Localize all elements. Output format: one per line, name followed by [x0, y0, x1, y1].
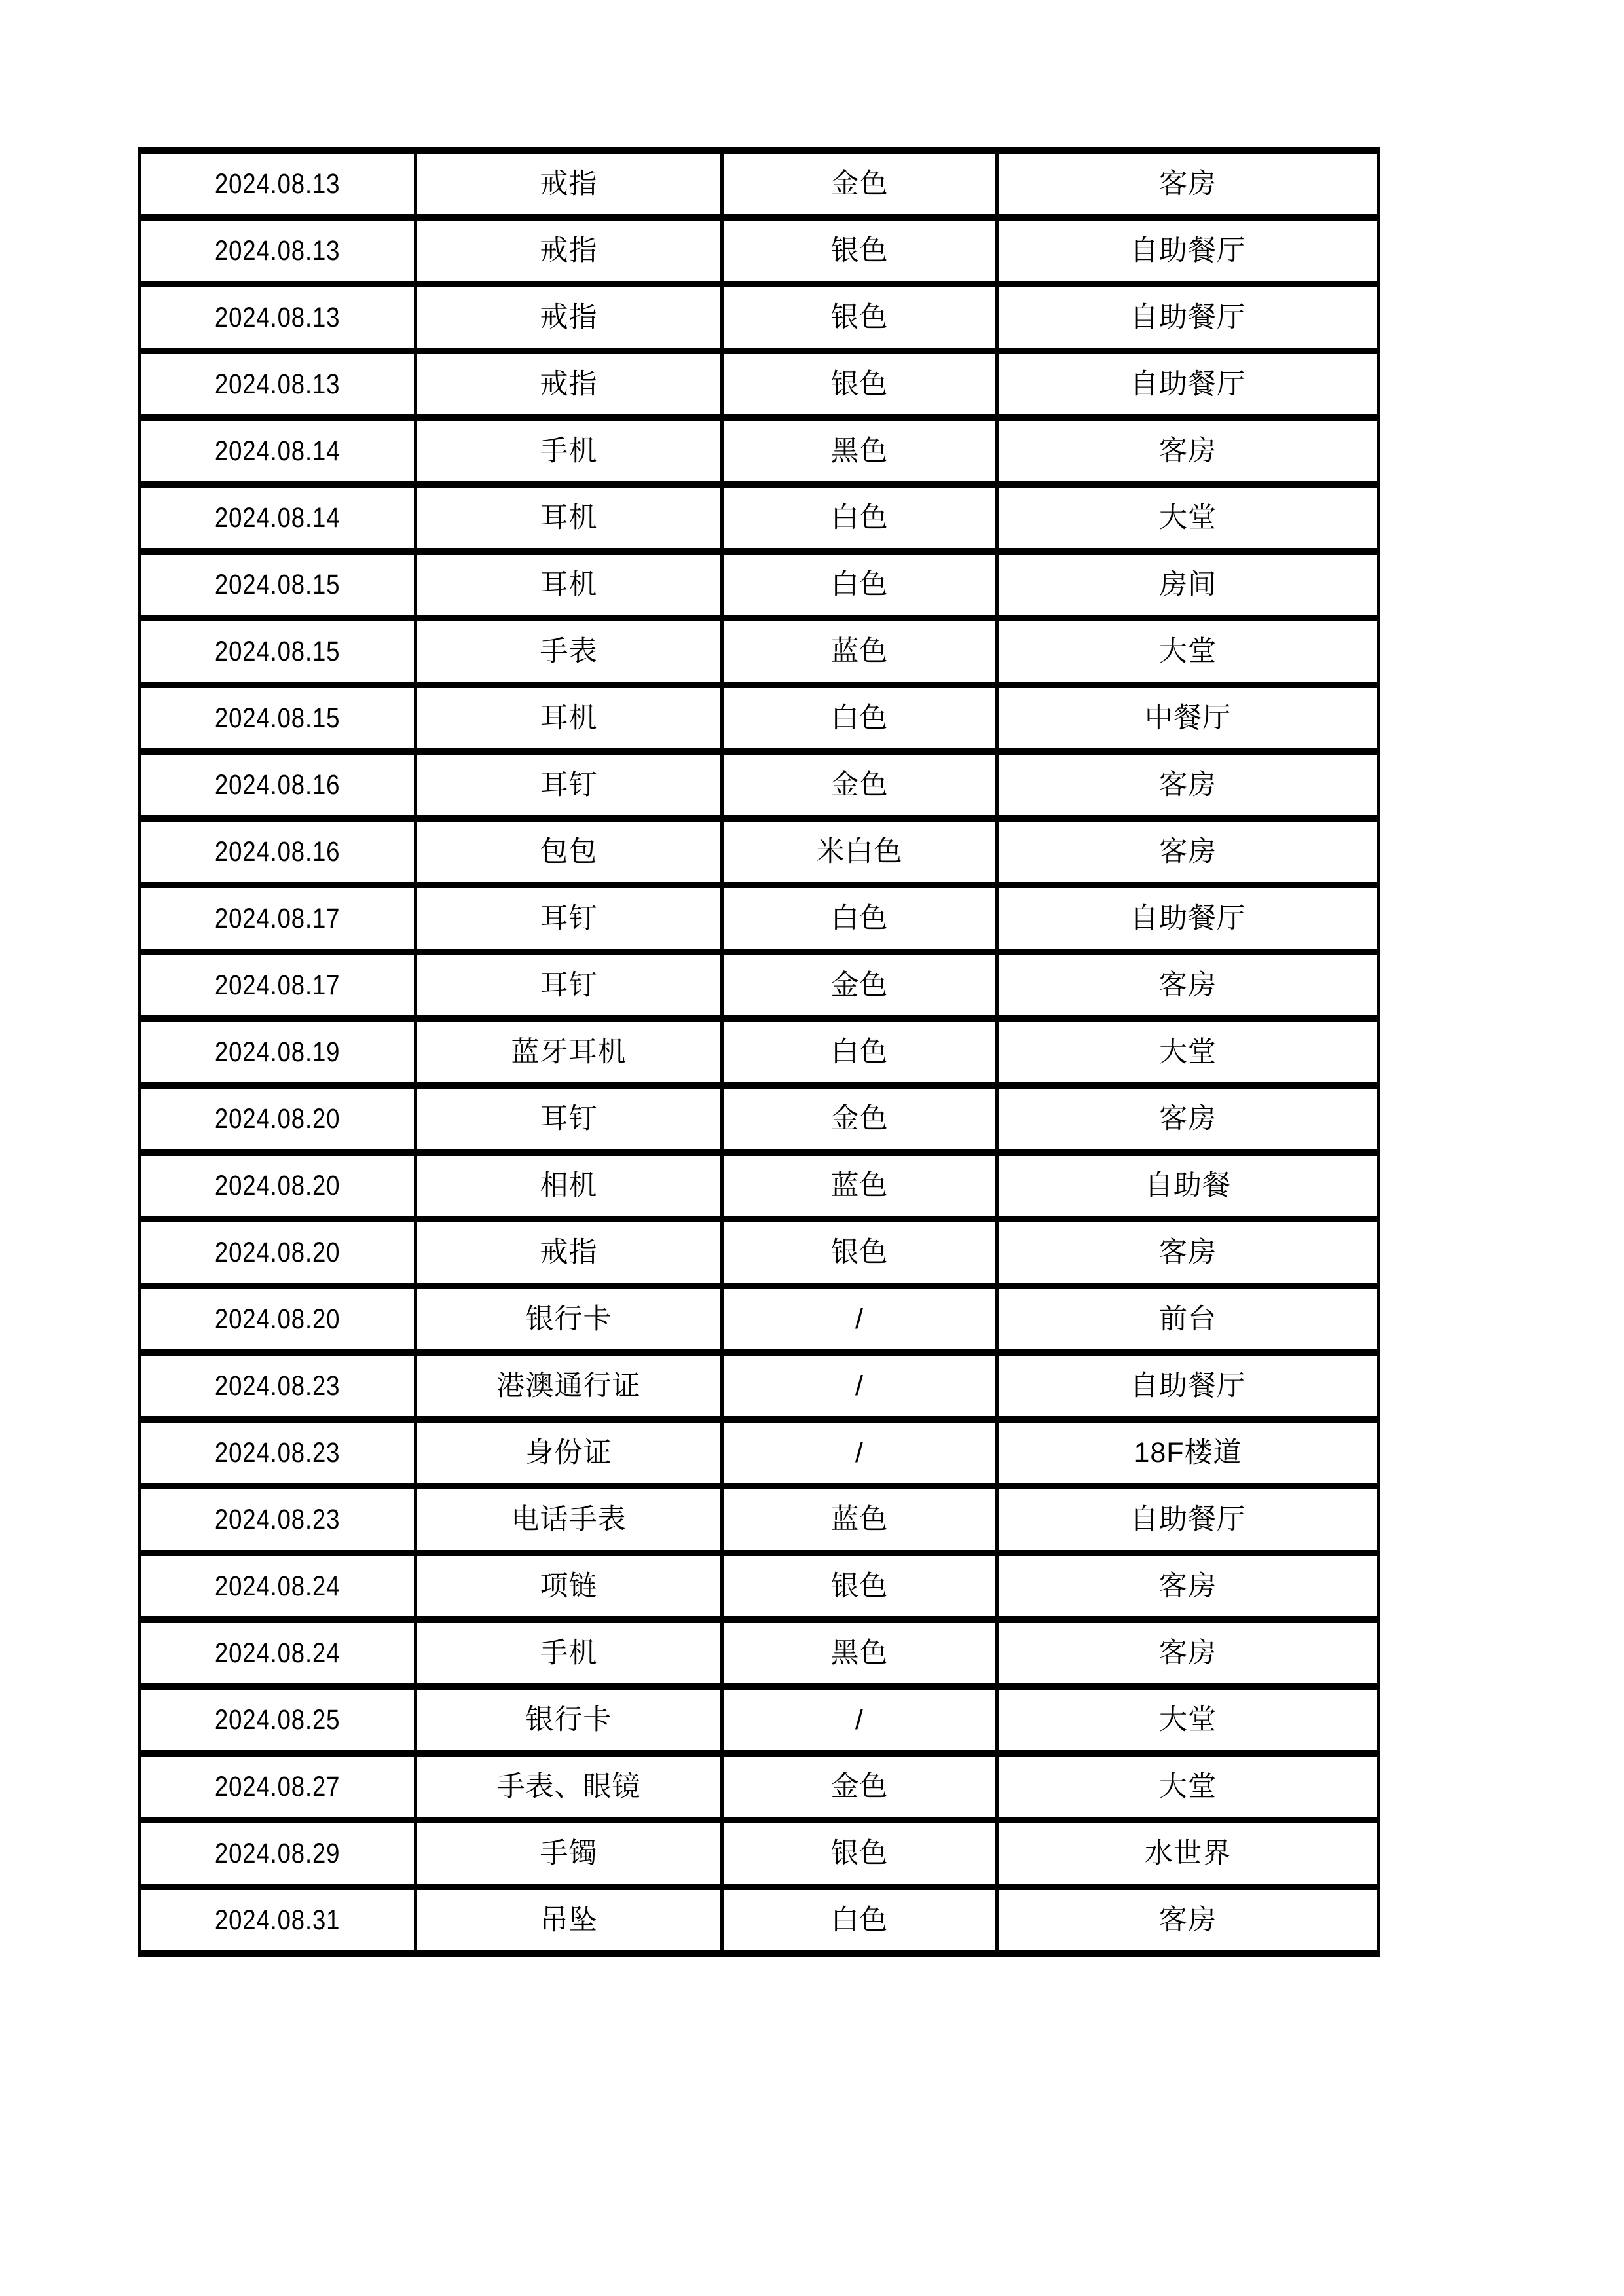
item-cell: 戒指 [416, 217, 722, 284]
item-cell: 手镯 [416, 1820, 722, 1887]
item-cell: 电话手表 [416, 1486, 722, 1553]
date-text: 2024.08.20 [214, 1102, 341, 1135]
date-cell [139, 1219, 416, 1286]
date-text: 2024.08.31 [214, 1904, 341, 1936]
date-text: 2024.08.27 [214, 1770, 341, 1802]
date-cell [139, 351, 416, 418]
item-cell: 银行卡 [416, 1286, 722, 1353]
color-cell: 蓝色 [722, 1486, 997, 1553]
location-cell: 客房 [997, 418, 1379, 484]
date-cell [139, 484, 416, 551]
location-cell: 大堂 [997, 1019, 1379, 1085]
location-cell: 客房 [997, 752, 1379, 818]
color-cell: 金色 [722, 1753, 997, 1820]
date-text: 2024.08.20 [214, 1303, 341, 1335]
table-row [139, 1686, 1379, 1753]
item-cell: 蓝牙耳机 [416, 1019, 722, 1085]
date-text: 2024.08.16 [214, 769, 341, 801]
table-row [139, 1486, 1379, 1553]
table-row [139, 1553, 1379, 1620]
date-cell [139, 1286, 416, 1353]
date-text: 2024.08.23 [214, 1436, 341, 1468]
item-cell: 包包 [416, 818, 722, 885]
table-row [139, 885, 1379, 952]
date-text: 2024.08.24 [214, 1637, 341, 1669]
item-cell: 身份证 [416, 1419, 722, 1486]
location-cell: 房间 [997, 551, 1379, 618]
item-cell: 戒指 [416, 284, 722, 351]
date-text: 2024.08.13 [214, 234, 341, 266]
color-cell: 白色 [722, 1019, 997, 1085]
date-text: 2024.08.20 [214, 1236, 341, 1268]
table-row [139, 1152, 1379, 1219]
table-row [139, 351, 1379, 418]
item-cell: 戒指 [416, 1219, 722, 1286]
date-text: 2024.08.17 [214, 902, 341, 934]
item-cell: 耳钉 [416, 752, 722, 818]
location-cell: 客房 [997, 151, 1379, 217]
date-cell [139, 1486, 416, 1553]
color-cell: 白色 [722, 1887, 997, 1954]
date-cell [139, 1553, 416, 1620]
location-cell: 自助餐厅 [997, 284, 1379, 351]
table-row [139, 217, 1379, 284]
date-cell [139, 685, 416, 752]
color-cell: 蓝色 [722, 1152, 997, 1219]
date-text: 2024.08.13 [214, 301, 341, 333]
date-text: 2024.08.14 [214, 501, 341, 534]
item-cell: 手机 [416, 418, 722, 484]
table-row [139, 284, 1379, 351]
color-cell: / [722, 1419, 997, 1486]
table-row [139, 418, 1379, 484]
item-cell: 吊坠 [416, 1887, 722, 1954]
date-cell [139, 1620, 416, 1686]
date-text: 2024.08.15 [214, 568, 341, 600]
date-text: 2024.08.20 [214, 1169, 341, 1201]
location-cell: 客房 [997, 1620, 1379, 1686]
color-cell: 米白色 [722, 818, 997, 885]
location-cell: 客房 [997, 1085, 1379, 1152]
color-cell: / [722, 1686, 997, 1753]
color-cell: 金色 [722, 752, 997, 818]
color-cell: 白色 [722, 885, 997, 952]
item-cell: 耳机 [416, 484, 722, 551]
table-row [139, 1019, 1379, 1085]
date-text: 2024.08.19 [214, 1036, 341, 1068]
color-cell: 蓝色 [722, 618, 997, 685]
table-row [139, 151, 1379, 217]
color-cell: 银色 [722, 284, 997, 351]
location-cell: 大堂 [997, 618, 1379, 685]
location-cell: 自助餐厅 [997, 1353, 1379, 1419]
item-cell: 耳机 [416, 551, 722, 618]
table-row [139, 1286, 1379, 1353]
date-cell [139, 818, 416, 885]
color-cell: 银色 [722, 1820, 997, 1887]
date-cell [139, 1820, 416, 1887]
location-cell: 自助餐厅 [997, 885, 1379, 952]
color-cell: 白色 [722, 484, 997, 551]
table-row [139, 1887, 1379, 1954]
location-cell: 自助餐厅 [997, 1486, 1379, 1553]
location-cell: 大堂 [997, 1753, 1379, 1820]
item-cell: 手机 [416, 1620, 722, 1686]
date-cell [139, 418, 416, 484]
date-text: 2024.08.29 [214, 1837, 341, 1869]
table-row [139, 1085, 1379, 1152]
color-cell: 黑色 [722, 418, 997, 484]
table-row [139, 1753, 1379, 1820]
location-cell: 大堂 [997, 1686, 1379, 1753]
table-row [139, 752, 1379, 818]
date-cell [139, 1686, 416, 1753]
table-row [139, 1353, 1379, 1419]
location-cell: 自助餐 [997, 1152, 1379, 1219]
location-cell: 水世界 [997, 1820, 1379, 1887]
location-cell: 18F楼道 [997, 1419, 1379, 1486]
color-cell: 金色 [722, 1085, 997, 1152]
color-cell: 金色 [722, 151, 997, 217]
lost-items-table [138, 147, 1380, 1957]
date-cell [139, 952, 416, 1019]
location-cell: 客房 [997, 1219, 1379, 1286]
table-row [139, 618, 1379, 685]
item-cell: 耳机 [416, 685, 722, 752]
item-cell: 港澳通行证 [416, 1353, 722, 1419]
date-cell [139, 1753, 416, 1820]
date-cell [139, 618, 416, 685]
item-cell: 戒指 [416, 351, 722, 418]
location-cell: 客房 [997, 1887, 1379, 1954]
color-cell: / [722, 1286, 997, 1353]
color-cell: 白色 [722, 685, 997, 752]
date-text: 2024.08.24 [214, 1570, 341, 1602]
date-cell [139, 1887, 416, 1954]
table-row [139, 551, 1379, 618]
date-cell [139, 284, 416, 351]
date-cell [139, 1419, 416, 1486]
table-row [139, 1620, 1379, 1686]
location-cell: 自助餐厅 [997, 217, 1379, 284]
color-cell: 白色 [722, 551, 997, 618]
table-row [139, 1820, 1379, 1887]
date-cell [139, 1085, 416, 1152]
date-text: 2024.08.16 [214, 835, 341, 867]
item-cell: 耳钉 [416, 885, 722, 952]
table-row [139, 952, 1379, 1019]
date-cell [139, 217, 416, 284]
table-row [139, 484, 1379, 551]
item-cell: 耳钉 [416, 952, 722, 1019]
date-cell [139, 551, 416, 618]
date-text: 2024.08.23 [214, 1503, 341, 1535]
table-row [139, 818, 1379, 885]
table-row [139, 685, 1379, 752]
date-text: 2024.08.25 [214, 1704, 341, 1736]
item-cell: 相机 [416, 1152, 722, 1219]
table-row [139, 1219, 1379, 1286]
date-text: 2024.08.13 [214, 168, 341, 200]
location-cell: 客房 [997, 952, 1379, 1019]
color-cell: 银色 [722, 351, 997, 418]
item-cell: 项链 [416, 1553, 722, 1620]
item-cell: 戒指 [416, 151, 722, 217]
date-text: 2024.08.15 [214, 702, 341, 734]
date-cell [139, 1353, 416, 1419]
table-row [139, 1419, 1379, 1486]
location-cell: 大堂 [997, 484, 1379, 551]
item-cell: 手表、眼镜 [416, 1753, 722, 1820]
location-cell: 客房 [997, 1553, 1379, 1620]
item-cell: 银行卡 [416, 1686, 722, 1753]
lost-items-table-body [139, 151, 1379, 1954]
color-cell: 金色 [722, 952, 997, 1019]
date-cell [139, 885, 416, 952]
item-cell: 手表 [416, 618, 722, 685]
color-cell: / [722, 1353, 997, 1419]
date-text: 2024.08.17 [214, 969, 341, 1001]
date-cell [139, 151, 416, 217]
color-cell: 银色 [722, 1219, 997, 1286]
color-cell: 银色 [722, 1553, 997, 1620]
color-cell: 银色 [722, 217, 997, 284]
color-cell: 黑色 [722, 1620, 997, 1686]
location-cell: 中餐厅 [997, 685, 1379, 752]
date-text: 2024.08.14 [214, 435, 341, 467]
date-cell [139, 1019, 416, 1085]
date-text: 2024.08.13 [214, 368, 341, 400]
date-text: 2024.08.23 [214, 1370, 341, 1402]
date-text: 2024.08.15 [214, 635, 341, 667]
location-cell: 客房 [997, 818, 1379, 885]
location-cell: 自助餐厅 [997, 351, 1379, 418]
date-cell [139, 1152, 416, 1219]
item-cell: 耳钉 [416, 1085, 722, 1152]
location-cell: 前台 [997, 1286, 1379, 1353]
date-cell [139, 752, 416, 818]
